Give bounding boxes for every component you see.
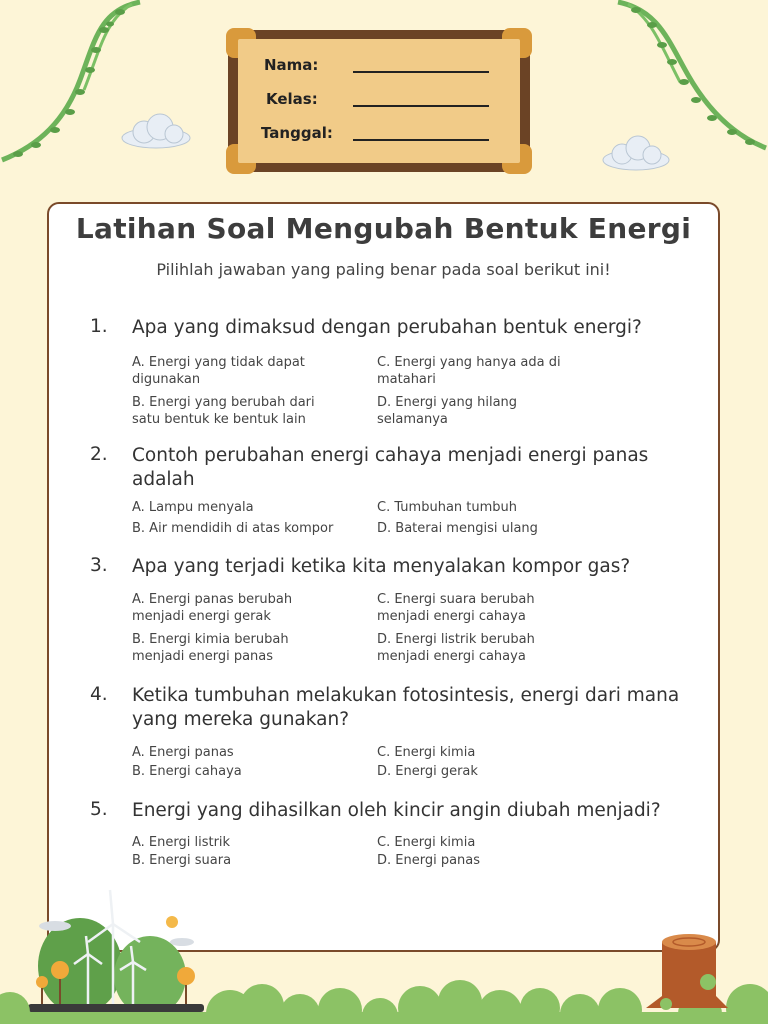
question-text: Apa yang terjadi ketika kita menyalakan kompor gas? <box>132 556 631 577</box>
question-text: Apa yang dimaksud dengan perubahan bentuk energi? <box>132 317 642 338</box>
option-c[interactable]: C. Energi suara berubah menjadi energi cahaya <box>377 592 535 624</box>
option-a[interactable]: A. Energi panas berubah menjadi energi gerak <box>132 592 293 624</box>
date-label: Tanggal: <box>261 124 333 142</box>
option-b[interactable]: B. Energi suara <box>132 853 232 868</box>
option-c[interactable]: C. Energi yang hanya ada di matahari <box>377 355 561 387</box>
question-number: 5. <box>90 799 108 820</box>
question-text: Contoh perubahan energi cahaya menjadi energi panas adalah <box>132 445 649 490</box>
worksheet-subtitle: Pilihlah jawaban yang paling benar pada soal berikut ini! <box>156 260 611 279</box>
question-number: 2. <box>90 444 108 465</box>
question-text: Ketika tumbuhan melakukan fotosintesis, energi dari mana yang mereka gunakan? <box>132 685 680 730</box>
option-a[interactable]: A. Energi panas <box>132 745 234 760</box>
option-a[interactable]: A. Lampu menyala <box>132 500 254 515</box>
option-b[interactable]: B. Energi yang berubah dari satu bentuk ke bentuk lain <box>132 395 315 427</box>
bottom-landscape-decoration <box>0 884 768 1024</box>
option-a[interactable]: A. Energi listrik <box>132 835 231 850</box>
wind-turbine-illustration <box>28 890 204 1016</box>
option-d[interactable]: D. Energi gerak <box>377 764 478 779</box>
option-b[interactable]: B. Energi kimia berubah menjadi energi panas <box>132 632 289 664</box>
question-text: Energi yang dihasilkan oleh kincir angin diubah menjadi? <box>132 800 661 821</box>
option-d[interactable]: D. Energi panas <box>377 853 481 868</box>
tree-stump-illustration <box>646 934 728 1010</box>
name-label: Nama: <box>264 56 319 74</box>
cloud-left-decoration <box>116 112 194 152</box>
option-a[interactable]: A. Energi yang tidak dapat digunakan <box>132 355 305 387</box>
class-row <box>266 89 511 109</box>
option-c[interactable]: C. Energi kimia <box>377 745 476 760</box>
option-c[interactable]: C. Tumbuhan tumbuh <box>377 500 518 515</box>
date-row <box>261 123 506 143</box>
class-label: Kelas: <box>266 90 318 108</box>
cloud-right-decoration <box>598 134 674 174</box>
option-b[interactable]: B. Air mendidih di atas kompor <box>132 521 334 536</box>
question-number: 4. <box>90 684 108 705</box>
option-d[interactable]: D. Energi yang hilang selamanya <box>377 395 518 427</box>
question-number: 1. <box>90 316 108 337</box>
class-field-line[interactable] <box>353 105 489 107</box>
date-field-line[interactable] <box>353 139 489 141</box>
question-number: 3. <box>90 555 108 576</box>
name-board <box>228 30 530 172</box>
option-c[interactable]: C. Energi kimia <box>377 835 476 850</box>
option-d[interactable]: D. Baterai mengisi ulang <box>377 521 538 536</box>
name-field-line[interactable] <box>353 71 489 73</box>
option-d[interactable]: D. Energi listrik berubah menjadi energi cahaya <box>377 632 535 664</box>
option-b[interactable]: B. Energi cahaya <box>132 764 242 779</box>
worksheet-title: Latihan Soal Mengubah Bentuk Energi <box>75 212 692 245</box>
name-row <box>264 55 509 75</box>
